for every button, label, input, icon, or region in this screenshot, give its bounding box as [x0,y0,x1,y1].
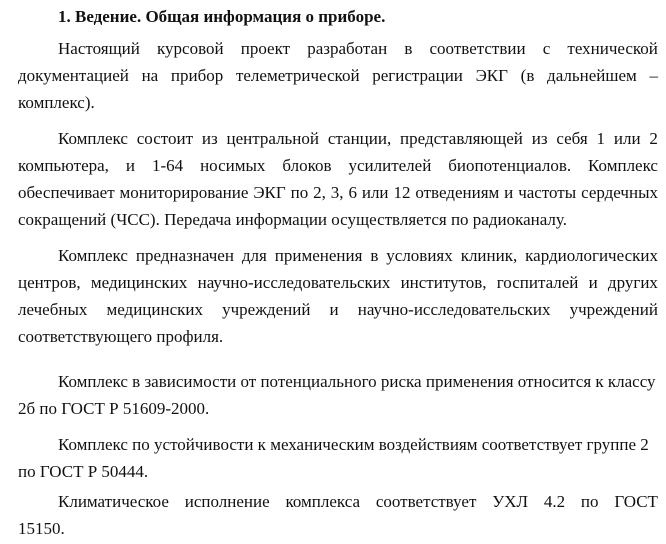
word: клиник, [460,246,518,265]
paragraph-3-line-2 [18,272,658,294]
word: и [588,273,598,292]
word: обеспечивает [18,183,115,202]
word: прибор [170,66,224,85]
word: 6 [348,183,357,202]
word: Климатическое [58,492,169,511]
word: отведениям [415,183,500,202]
word: 1 [596,129,606,148]
word: 1-64 [151,156,184,175]
word: применения [274,246,363,265]
paragraph-6-line-1 [58,491,658,513]
word: институтов, [400,273,487,292]
paragraph-5-line-2: по ГОСТ Р 50444. [18,462,149,481]
word: Комплекс [58,129,128,148]
paragraph-3-line-1 [58,245,658,267]
word: 3, [330,183,344,202]
word: ЭКГ [475,66,508,85]
section-heading: 1. Ведение. Общая информация о приборе. [58,7,386,26]
word: блоков [282,156,332,175]
word: сердечных [581,183,658,202]
word: частоты [518,183,577,202]
word: носимых [200,156,266,175]
word: и [329,300,339,319]
word: по [290,183,309,202]
word: госпиталей [496,273,579,292]
paragraph-1-line-2 [18,65,658,87]
word: по [580,492,599,511]
word: станции, [327,129,392,148]
word: документацией [18,66,129,85]
paragraph-2-line-1 [58,128,658,150]
word: предназначен [135,246,234,265]
word: других [607,273,658,292]
word: исполнение [184,492,270,511]
word: усилителей [348,156,432,175]
word: соответствии [429,39,526,58]
word: себя [556,129,588,148]
word: центральной [226,129,320,148]
word: ЭКГ [253,183,286,202]
word: 4.2 [543,492,566,511]
word: в [370,246,379,265]
word: для [241,246,267,265]
paragraph-3-line-4: соответствующего профиля. [18,327,224,346]
word: лечебных [18,300,88,319]
word: разработан [307,39,388,58]
paragraph-4-line-1: Комплекс в зависимости от потенциального риска применения относится к классу [58,372,656,391]
paragraph-1-line-1 [58,38,658,60]
paragraph-3-line-3 [18,299,658,321]
word: – [649,66,658,85]
word: центров, [18,273,81,292]
paragraph-1-line-3: комплекс). [18,93,95,112]
word: кардиологических [525,246,658,265]
word: или [361,183,389,202]
word: условиях [386,246,453,265]
word: биопотенциалов. [448,156,572,175]
word: и [125,156,135,175]
word: на [141,66,159,85]
word: дальнейшем [547,66,637,85]
word: медицинских [90,273,188,292]
paragraph-2-line-4: сокращений (ЧСС). Передача информации осуществляется по радиоканалу. [18,210,567,229]
word: с [542,39,551,58]
word: 2 [649,129,658,148]
word: (в [520,66,535,85]
word: научно-исследовательских [357,300,551,319]
word: 2, [313,183,326,202]
word: из [201,129,218,148]
word: медицинских [106,300,203,319]
word: ГОСТ [614,492,658,511]
word: учреждений [222,300,311,319]
word: состоит [136,129,194,148]
word: научно-исследовательских [197,273,391,292]
word: УХЛ [492,492,529,511]
word: в [404,39,413,58]
word: телеметрической [235,66,360,85]
paragraph-2-line-2 [18,155,658,177]
word: представляющей [400,129,523,148]
word: и [504,183,514,202]
word: или [613,129,641,148]
word: мониторирование [119,183,249,202]
word: 12 [393,183,411,202]
paragraph-6-line-2: 15150. [18,519,65,538]
paragraph-5-line-1: Комплекс по устойчивости к механическим воздействиям соответствует группе 2 [58,435,649,454]
word: Настоящий [58,39,140,58]
word: комплекса [285,492,361,511]
paragraph-4-line-2: 2б по ГОСТ Р 51609-2000. [18,399,210,418]
word: проект [240,39,291,58]
word: из [531,129,548,148]
word: регистрации [372,66,463,85]
word: технической [567,39,658,58]
word: соответствует [375,492,477,511]
word: Комплекс [588,156,658,175]
word: курсовой [157,39,224,58]
word: учреждений [569,300,658,319]
paragraph-2-line-3 [18,182,658,204]
word: компьютера, [18,156,109,175]
word: Комплекс [58,246,128,265]
